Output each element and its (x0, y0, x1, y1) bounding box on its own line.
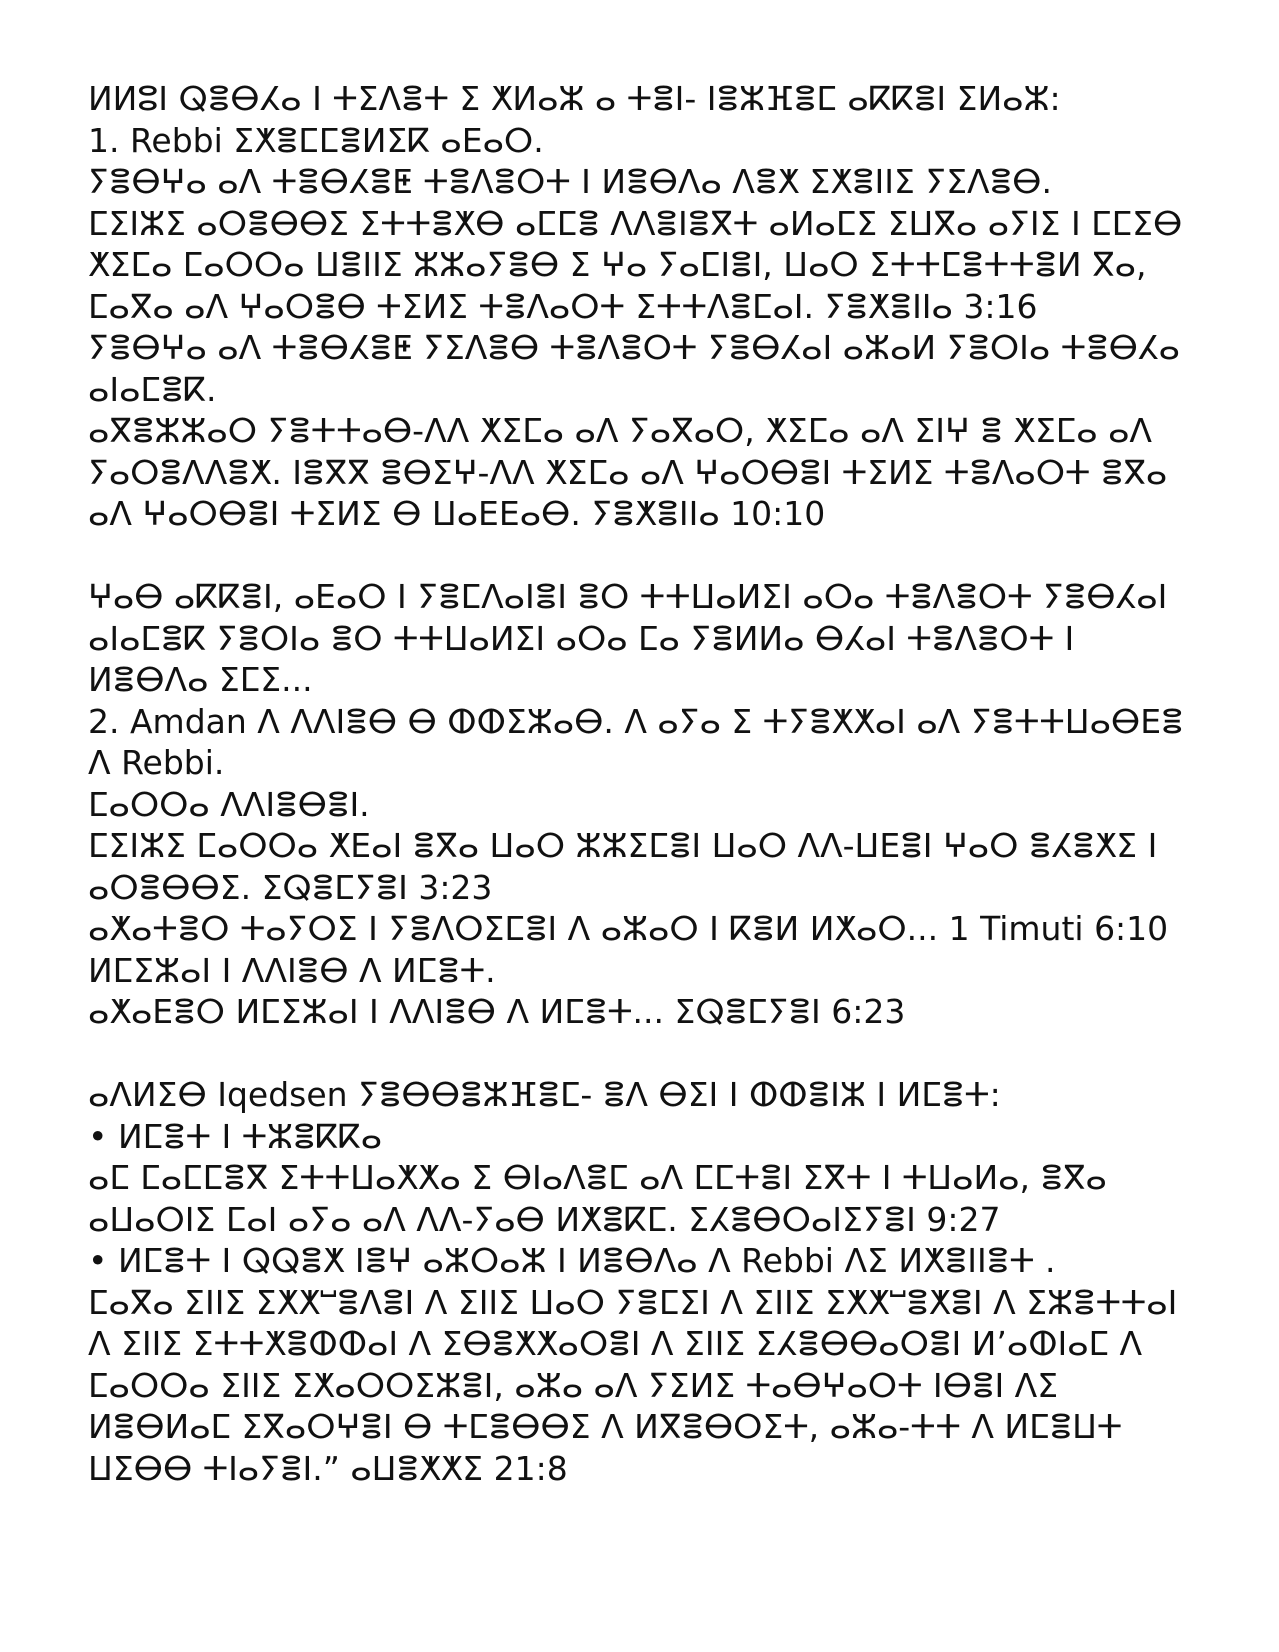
text-line: ⴷ ⵉⵏⵏⵉ ⵉⵜⵜⵅⴻⵀⵀⴰⵏ ⴷ ⵉⴱⴻⵅⵅⴰⵔⴻⵏ ⴷ ⵉⵏⵏⵉ ⵉⵃⴻⴱⴱⴰⵔⴻⵏ ⵍ’ⴰⵀⵏⴰⵎ ⴷ (88, 1324, 1143, 1363)
text-line: ⵅⵉⵎⴰ ⵎⴰⵔⵔⴰ ⵡⴻⵏⵏⵉ ⵣⵣⴰⵢⴻⴱ ⵉ ⵖⴰ ⵢⴰⵎⵏⴻⵏ, ⵡⴰⵔ ⵉⵜⵜⵎⴻⵜⵜⴻⵍ ⴳⴰ, (88, 245, 1147, 284)
paragraph-gap (88, 535, 1198, 577)
text-line: ⴰⵏⴰⵎⴻⴽ ⵢⴻⵔⵏⴰ ⴻⵔ ⵜⵜⵡⴰⵍⵉⵏ ⴰⵔⴰ ⵎⴰ ⵢⴻⵍⵍⴰ ⴱⵃⴰⵏ ⵜⴻⴷⴻⵔⵜ ⵏ (88, 618, 1075, 658)
text-line: ⵎⵉⵏⵣⵉ ⵎⴰⵔⵔⴰ ⵅⴹⴰⵏ ⴻⴳⴰ ⵡⴰⵔ ⵣⵣⵉⵎⴻⵏ ⵡⴰⵔ ⴷⴷ-ⵡⴹⴻⵏ ⵖⴰⵔ ⴻⵃⴻⵅⵉ ⵏ (88, 826, 1158, 865)
text-line: ⴰⵡⴰⵔⵏⵉ ⵎⴰⵏ ⴰⵢⴰ ⴰⴷ ⴷⴷ-ⵢⴰⴱ ⵍⵅⴻⴽⵎ. ⵉⵃⴻⴱⵔⴰⵏⵉⵢⴻⵏ 9:27 (88, 1199, 1001, 1239)
text-line: • ⵍⵎⴻⵜ ⵏ ⵜⵣⴻⴽⴽⴰ (88, 1116, 383, 1156)
text-line: ⵍⴻⴱⴷⴰ ⵉⵎⵉ... (88, 660, 313, 699)
text-line: ⵍⵎⵉⵣⴰⵏ ⵏ ⴷⴷⵏⴻⴱ ⴷ ⵍⵎⴻⵜ. (88, 950, 496, 990)
text-line: ⴰⴷ ⵖⴰⵔⴱⴻⵏ ⵜⵉⵍⵉ ⴱ ⵡⴰⴹⴹⴰⴱ. ⵢⴻⵅⴻⵏⵏⴰ 10:10 (88, 494, 826, 533)
text-line: ⴰⵏⴰⵎⴻⴽ. (88, 369, 217, 409)
text-line: ⵎⴰⴳⴰ ⴰⴷ ⵖⴰⵔⴻⴱ ⵜⵉⵍⵉ ⵜⴻⴷⴰⵔⵜ ⵉⵜⵜⴷⴻⵎⴰⵏ. ⵢⴻⵅⴻⵏⵏⴰ 3:16 (88, 286, 1038, 326)
text-line: ⵢⴰⵔⴻⴷⴷⴻⵅ. ⵏⴻⴳⴳ ⴻⴱⵉⵖ-ⴷⴷ ⵅⵉⵎⴰ ⴰⴷ ⵖⴰⵔⴱⴻⵏ ⵜⵉⵍⵉ ⵜⴻⴷⴰⵔⵜ ⴻⴳⴰ (88, 452, 1168, 492)
text-line: ⵍⴻⴱⵍⴰⵎ ⵉⴳⴰⵔⵖⴻⵏ ⴱ ⵜⵎⴻⴱⴱⵉ ⴷ ⵍⴳⴻⴱⵔⵉⵜ, ⴰⵣⴰ-ⵜⵜ ⴷ ⵍⵎⴻⵡⵜ (88, 1407, 1123, 1446)
text-line: 2. Amdan ⴷ ⴷⴷⵏⴻⴱ ⴱ ⵀⵀⵉⵣⴰⴱ. ⴷ ⴰⵢⴰ ⵉ ⵜⵢⴻⵅⵅⴰⵏ ⴰⴷ ⵢⴻⵜⵜⵡⴰⴱⴹⴻ (88, 701, 1184, 741)
text-line: • ⵍⵎⴻⵜ ⵏ ⵕⵕⴻⵅ ⵏⴻⵖ ⴰⵣⵔⴰⵣ ⵏ ⵍⴻⴱⴷⴰ ⴷ Rebbi ⴷⵉ ⵍⵅⴻⵏⵏⴻⵜ . (88, 1241, 1056, 1280)
text-line: ⴰⵎ ⵎⴰⵎⵎⴻⴳ ⵉⵜⵜⵡⴰⵅⵅⴰ ⵉ ⴱⵏⴰⴷⴻⵎ ⴰⴷ ⵎⵎⵜⴻⵏ ⵉⴳⵜ ⵏ ⵜⵡⴰⵍⴰ, ⴻⴳⴰ (88, 1158, 1107, 1197)
text-line: ⴰⴷⵍⵉⴱ Iqedsen ⵢⴻⴱⴱⴻⵣⴼⴻⵎ- ⴻⴷ ⴱⵉⵏ ⵏ ⵀⵀⴻⵏⵣ ⵏ ⵍⵎⴻⵜ: (88, 1075, 1001, 1114)
text-line: ⵖⴰⴱ ⴰⴽⴽⴻⵏ, ⴰⴹⴰⵔ ⵏ ⵢⴻⵎⴷⴰⵏⴻⵏ ⴻⵔ ⵜⵜⵡⴰⵍⵉⵏ ⴰⵔⴰ ⵜⴻⴷⴻⵔⵜ ⵢⴻⴱⵃⴰⵏ (88, 577, 1168, 616)
text-line: ⵢⴻⴱⵖⴰ ⴰⴷ ⵜⴻⴱⵃⴻⵟ ⵜⴻⴷⴻⵔⵜ ⵏ ⵍⴻⴱⴷⴰ ⴷⴻⵅ ⵉⵅⴻⵏⵏⵉ ⵢⵉⴷⴻⴱ. (88, 162, 1052, 201)
document-page (88, 78, 1198, 1489)
text-line: ⴰⵅⴰⵜⴻⵔ ⵜⴰⵢⵔⵉ ⵏ ⵢⴻⴷⵔⵉⵎⴻⵏ ⴷ ⴰⵣⴰⵔ ⵏ ⴽⴻⵍ ⵍⵅⴰⵔ... 1 Timuti 6:10 (88, 909, 1169, 948)
text-line: ⵎⴰⵔⵔⴰ ⵉⵏⵏⵉ ⵉⵅⴰⵔⵔⵉⵣⴻⵏ, ⴰⵣⴰ ⴰⴷ ⵢⵉⵍⵉ ⵜⴰⴱⵖⴰⵔⵜ ⵏⴱⴻⵏ ⴷⵉ (88, 1365, 1059, 1405)
text-line: ⵡⵉⴱⴱ ⵜⵏⴰⵢⴻⵏ.” ⴰⵡⴻⵅⵅⵉ 21:8 (88, 1448, 568, 1488)
text-line: ⵎⴰⵔⵔⴰ ⴷⴷⵏⴻⴱⴻⵏ. (88, 784, 370, 824)
text-line: ⴰⵔⴻⴱⴱⵉ. ⵉⵕⴻⵎⵢⴻⵏ 3:23 (88, 867, 493, 907)
text-line: ⵢⴻⴱⵖⴰ ⴰⴷ ⵜⴻⴱⵃⴻⵟ ⵢⵉⴷⴻⴱ ⵜⴻⴷⴻⵔⵜ ⵢⴻⴱⵃⴰⵏ ⴰⵣⴰⵍ ⵢⴻⵔⵏⴰ ⵜⴻⴱⵃⴰ (88, 328, 1180, 367)
text-line: ⵎⵉⵏⵣⵉ ⴰⵔⴻⴱⴱⵉ ⵉⵜⵜⴻⵅⴱ ⴰⵎⵎⴻ ⴷⴷⴻⵏⴻⴳⵜ ⴰⵍⴰⵎⵉ ⵉⵡⴳⴰ ⴰⵢⵏⵉ ⵏ ⵎⵎⵉⴱ (88, 203, 1183, 243)
paragraph-gap (88, 1033, 1198, 1075)
text-line: 1. Rebbi ⵉⵅⴻⵎⵎⴻⵍⵉⴽ ⴰⴹⴰⵔ. (88, 120, 544, 160)
text-line: ⵎⴰⴳⴰ ⵉⵏⵏⵉ ⵉⵅⵅⵯⴻⴷⴻⵏ ⴷ ⵉⵏⵏⵉ ⵡⴰⵔ ⵢⴻⵎⵉⵏ ⴷ ⵉⵏⵏⵉ ⵉⵅⵅⵯⴻⵅⴻⵏ ⴷ ⵉⵣⴻⵜⵜⴰⵏ (88, 1282, 1178, 1322)
text-line: ⴰⴳⴻⵣⵣⴰⵔ ⵢⴻⵜⵜⴰⴱ-ⴷⴷ ⵅⵉⵎⴰ ⴰⴷ ⵢⴰⴳⴰⵔ, ⵅⵉⵎⴰ ⴰⴷ ⵉⵏⵖ ⴻ ⵅⵉⵎⴰ ⴰⴷ (88, 411, 1153, 450)
text-line: ⴰⵅⴰⴹⴻⵔ ⵍⵎⵉⵣⴰⵏ ⵏ ⴷⴷⵏⴻⴱ ⴷ ⵍⵎⴻⵜ... ⵉⵕⴻⵎⵢⴻⵏ 6:23 (88, 992, 906, 1031)
text-line: ⵍⵍⵓⵏ ⵕⴻⴱⵃⴰ ⵏ ⵜⵉⴷⴻⵜ ⵉ ⵅⵍⴰⵣ ⴰ ⵜⴻⵏ- ⵏⴻⵣⴼⴻⵎ ⴰⴽⴽⴻⵏ ⵉⵍⴰⵣ: (88, 79, 1061, 118)
text-line: ⴷ Rebbi. (88, 743, 225, 782)
